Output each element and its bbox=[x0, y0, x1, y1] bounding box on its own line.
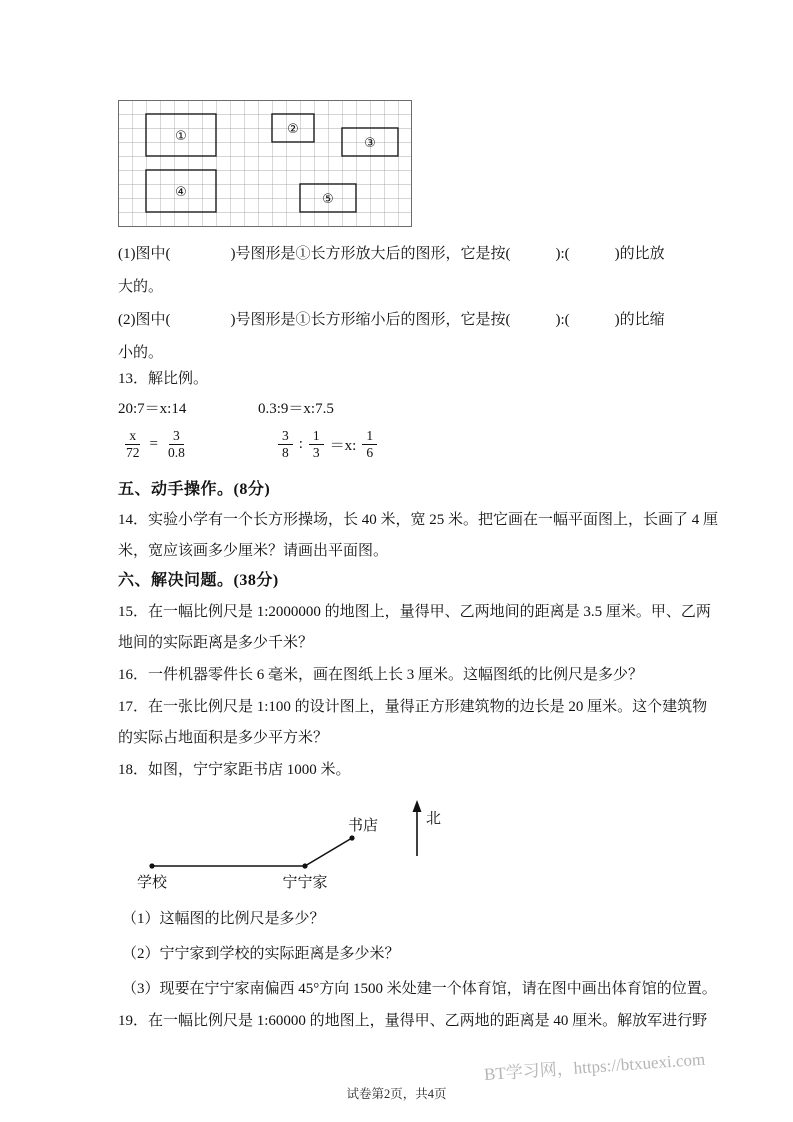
q13-equation-1: 20:7＝x:14 bbox=[118, 401, 187, 417]
q13-equation-2: 0.3:9＝x:7.5 bbox=[258, 401, 334, 417]
q18-sub3: （3）现要在宁宁家南偏西 45°方向 1500 米处建一个体育馆，请在图中画出体育馆的位置。 bbox=[122, 981, 717, 997]
site-watermark: BT学习网，https://btxuexi.com bbox=[483, 1049, 706, 1084]
shape-label-5: ⑤ bbox=[322, 192, 334, 207]
north-label: 北 bbox=[426, 811, 442, 827]
home-bookstore-segment bbox=[305, 838, 352, 866]
fraction-denominator: 72 bbox=[126, 444, 140, 460]
q13-fraction-equation-1 bbox=[120, 428, 191, 460]
q18-sub2: （2）宁宁家到学校的实际距离是多少米？ bbox=[122, 946, 400, 962]
fraction bbox=[278, 428, 293, 460]
q15-line2: 地间的实际距离是多少千米？ bbox=[118, 635, 314, 651]
school-point bbox=[149, 863, 154, 868]
q18-line1: 18．如图，宁宁家距书店 1000 米。 bbox=[118, 762, 351, 778]
fraction bbox=[122, 428, 144, 460]
home-point bbox=[302, 863, 307, 868]
scale-grid-figure bbox=[118, 100, 412, 227]
shape-label-2: ② bbox=[287, 122, 299, 137]
fraction-numerator: 1 bbox=[362, 428, 377, 445]
fraction-numerator: 3 bbox=[278, 428, 293, 445]
q12-part1-line1: (1)图中( )号图形是①长方形放大后的图形，它是按( ):( )的比放 bbox=[118, 246, 665, 262]
q15-line1: 15．在一幅比例尺是 1:2000000 的地图上，量得甲、乙两地间的距离是 3.5 厘米。甲、乙两 bbox=[118, 604, 711, 620]
fraction bbox=[309, 428, 324, 460]
q19-line1: 19．在一幅比例尺是 1:60000 的地图上，量得甲、乙两地的距离是 40 厘米。解放军进行野 bbox=[118, 1013, 708, 1029]
q12-part1-line2: 大的。 bbox=[118, 279, 164, 295]
shape-label-1: ① bbox=[175, 129, 187, 144]
q18-sub1: （1）这幅图的比例尺是多少？ bbox=[122, 911, 325, 927]
q12-part2-line2: 小的。 bbox=[118, 345, 164, 361]
q13-title: 13．解比例。 bbox=[118, 371, 209, 387]
fraction-numerator: 1 bbox=[309, 428, 324, 445]
fraction-denominator: 6 bbox=[366, 444, 374, 460]
q17-line1: 17．在一张比例尺是 1:100 的设计图上，量得正方形建筑物的边长是 20 厘米。这个建筑物 bbox=[118, 699, 708, 715]
q17-line2: 的实际占地面积是多少平方米？ bbox=[118, 730, 329, 746]
equals-sign: = bbox=[149, 435, 158, 452]
fraction bbox=[164, 428, 189, 460]
school-label: 学校 bbox=[136, 875, 168, 891]
fraction-denominator: 0.8 bbox=[167, 444, 185, 460]
q13-fraction-equation-2 bbox=[276, 428, 379, 460]
section-5-heading: 五、动手操作。(8分) bbox=[118, 481, 271, 498]
shape-label-4: ④ bbox=[175, 185, 187, 200]
q14-line1: 14．实验小学有一个长方形操场，长 40 米，宽 25 米。把它画在一幅平面图上，长画了 4 厘 bbox=[118, 512, 719, 528]
bookstore-point bbox=[349, 835, 354, 840]
q12-part2-line1: (2)图中( )号图形是①长方形缩小后的图形，它是按( ):( )的比缩 bbox=[118, 312, 665, 328]
q16-line1: 16．一件机器零件长 6 毫米，画在图纸上长 3 厘米。这幅图纸的比例尺是多少？ bbox=[118, 667, 644, 683]
fraction-numerator: x bbox=[125, 428, 140, 445]
colon-sign: : bbox=[298, 435, 303, 452]
fraction bbox=[362, 428, 377, 460]
page-number-footer: 试卷第2页，共4页 bbox=[346, 1087, 447, 1101]
bookstore-label: 书店 bbox=[347, 818, 379, 834]
grid-background bbox=[119, 101, 412, 227]
fraction-denominator: 8 bbox=[282, 444, 289, 460]
fraction-numerator: 3 bbox=[169, 428, 184, 445]
map-figure bbox=[118, 792, 458, 894]
equals-x-colon: ＝x: bbox=[329, 437, 357, 454]
q14-line2: 米，宽应该画多少厘米？请画出平面图。 bbox=[118, 543, 389, 559]
shape-label-3: ③ bbox=[364, 136, 376, 151]
home-label: 宁宁家 bbox=[282, 875, 328, 891]
north-arrowhead-icon bbox=[413, 800, 422, 812]
fraction-denominator: 3 bbox=[312, 444, 320, 460]
section-6-heading: 六、解决问题。(38分) bbox=[118, 572, 279, 589]
